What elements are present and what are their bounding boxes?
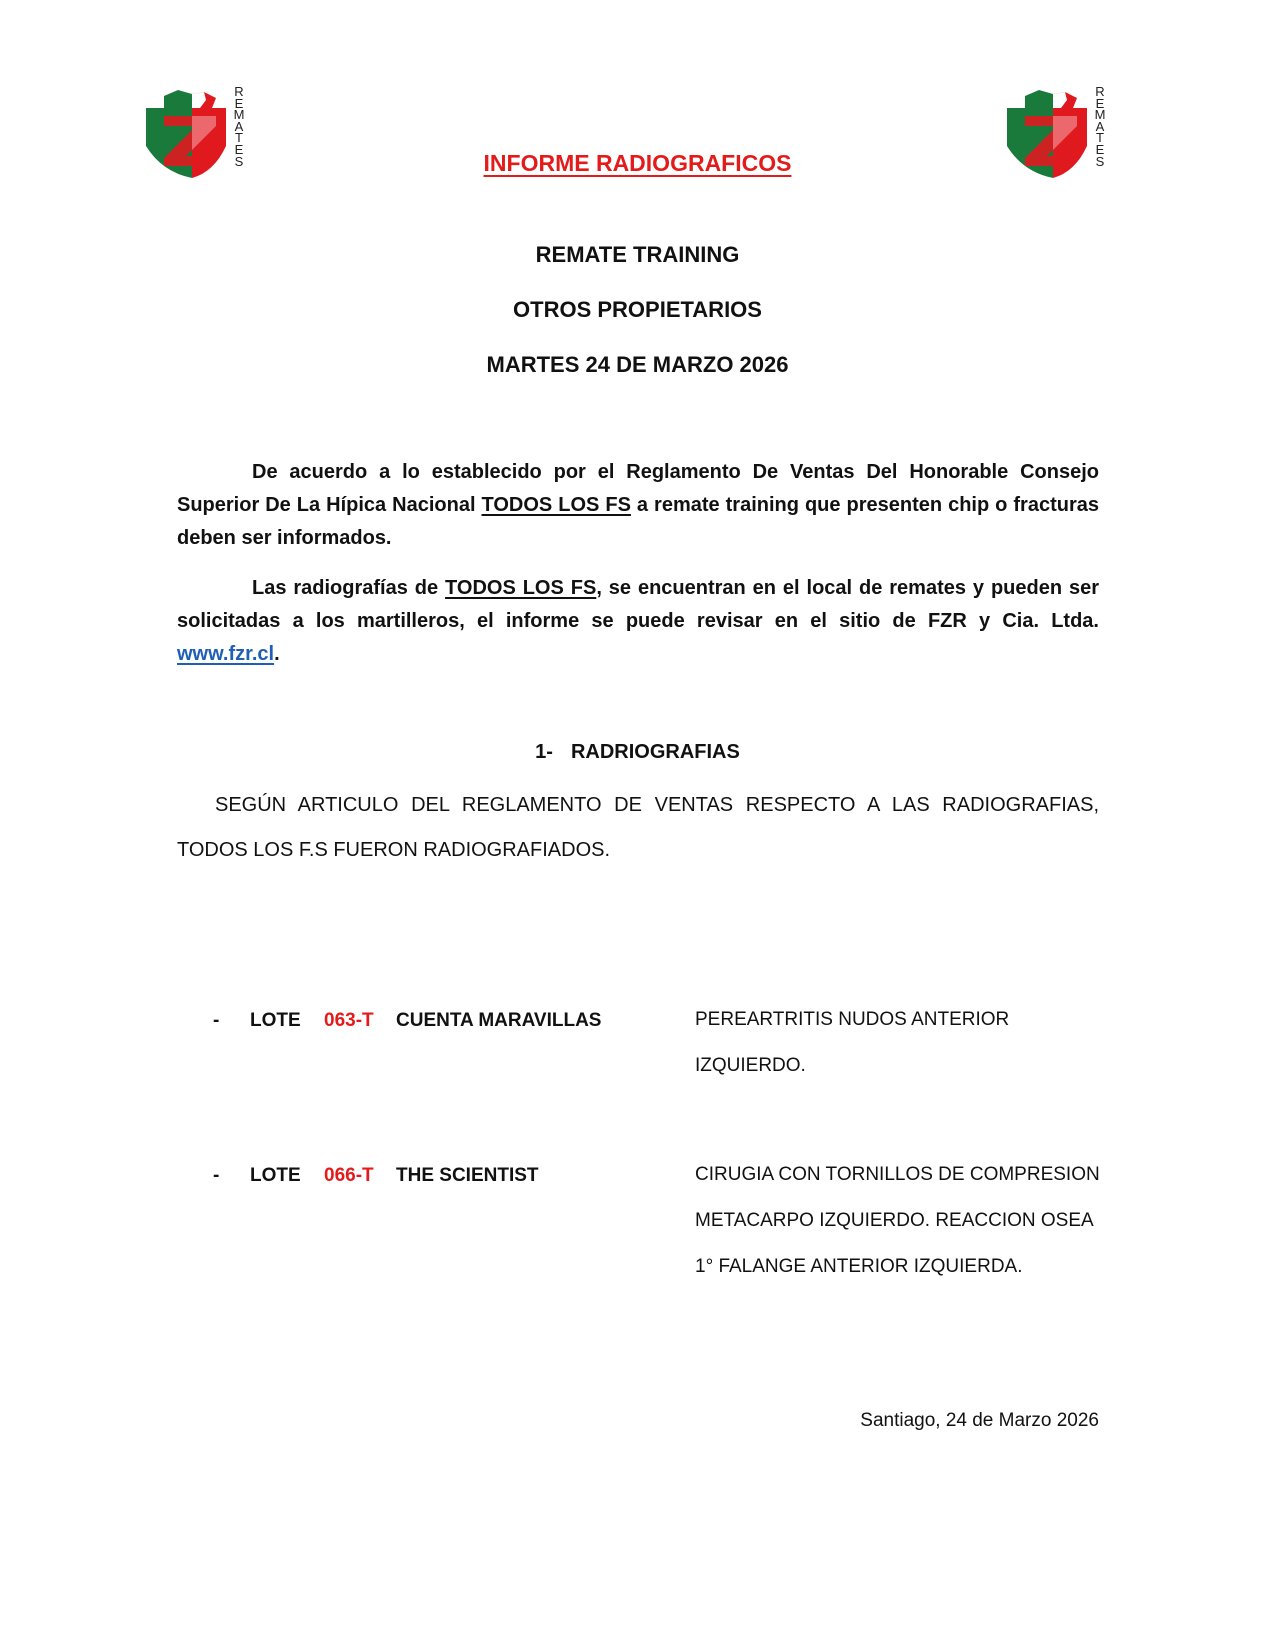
lot-item	[213, 1165, 673, 1193]
info-paragraph	[177, 572, 1099, 671]
paragraph-text: De acuerdo a lo establecido por el Reglamento De Ventas Del Honorable Consejo Superior De La Hípica Nacional	[177, 461, 1099, 516]
paragraph-text: Las radiografías de	[252, 577, 446, 599]
lot-label: LOTE	[250, 1010, 301, 1031]
logo-text: R E M A T E S	[1094, 84, 1106, 169]
emphasis-text: TODOS LOS FS	[481, 494, 631, 516]
lot-diagnosis	[695, 1152, 1115, 1290]
website-link[interactable]: www.fzr.cl	[177, 643, 275, 665]
subheading-event: REMATE TRAINING	[535, 242, 740, 267]
paragraph-text: a remate training que presenten chip o fracturas deben ser informados.	[177, 494, 1099, 549]
diagnosis-line: METACARPO IZQUIERDO. REACCION OSEA	[695, 1210, 1094, 1231]
section-body-text: SEGÚN ARTICULO DEL REGLAMENTO DE VENTAS RESPECTO A LAS RADIOGRAFIAS, TODOS LOS F.S FUERON RADIOGRAFIADOS.	[177, 794, 1099, 861]
lot-code: 066-T	[324, 1165, 374, 1186]
lot-diagnosis	[695, 997, 1115, 1089]
paragraph-text: .	[274, 643, 280, 665]
subheading-date: MARTES 24 DE MARZO 2026	[486, 352, 789, 377]
document-title	[0, 150, 1275, 177]
diagnosis-line: PEREARTRITIS NUDOS ANTERIOR	[695, 1009, 1010, 1030]
emphasis-text: TODOS LOS FS	[445, 577, 597, 599]
section-heading	[0, 741, 1275, 764]
section-number: 1-	[535, 741, 553, 763]
subheading-owners: OTROS PROPIETARIOS	[513, 297, 762, 322]
intro-paragraph	[177, 456, 1099, 555]
lot-code: 063-T	[324, 1010, 374, 1031]
paragraph-text: , se encuentran en el local de remates y pueden ser solicitadas a los martilleros, el informe se puede revisar en el sitio de FZR y Cia. Ltda.	[177, 577, 1099, 632]
diagnosis-line: CIRUGIA CON TORNILLOS DE COMPRESION	[695, 1164, 1100, 1185]
logo-text: R E M A T E S	[233, 84, 245, 169]
lot-label: LOTE	[250, 1165, 301, 1186]
bullet: -	[213, 1165, 220, 1186]
diagnosis-line: 1° FALANGE ANTERIOR IZQUIERDA.	[695, 1256, 1023, 1277]
section-title: RADRIOGRAFIAS	[570, 741, 740, 763]
title-text: INFORME RADIOGRAFICOS	[483, 150, 792, 176]
horse-name: CUENTA MARAVILLAS	[396, 1010, 602, 1031]
horse-name: THE SCIENTIST	[396, 1165, 539, 1186]
bullet: -	[213, 1010, 220, 1031]
place-date: Santiago, 24 de Marzo 2026	[860, 1410, 1099, 1431]
lot-item	[213, 1010, 673, 1038]
section-body	[177, 783, 1099, 873]
diagnosis-line: IZQUIERDO.	[695, 1055, 806, 1076]
